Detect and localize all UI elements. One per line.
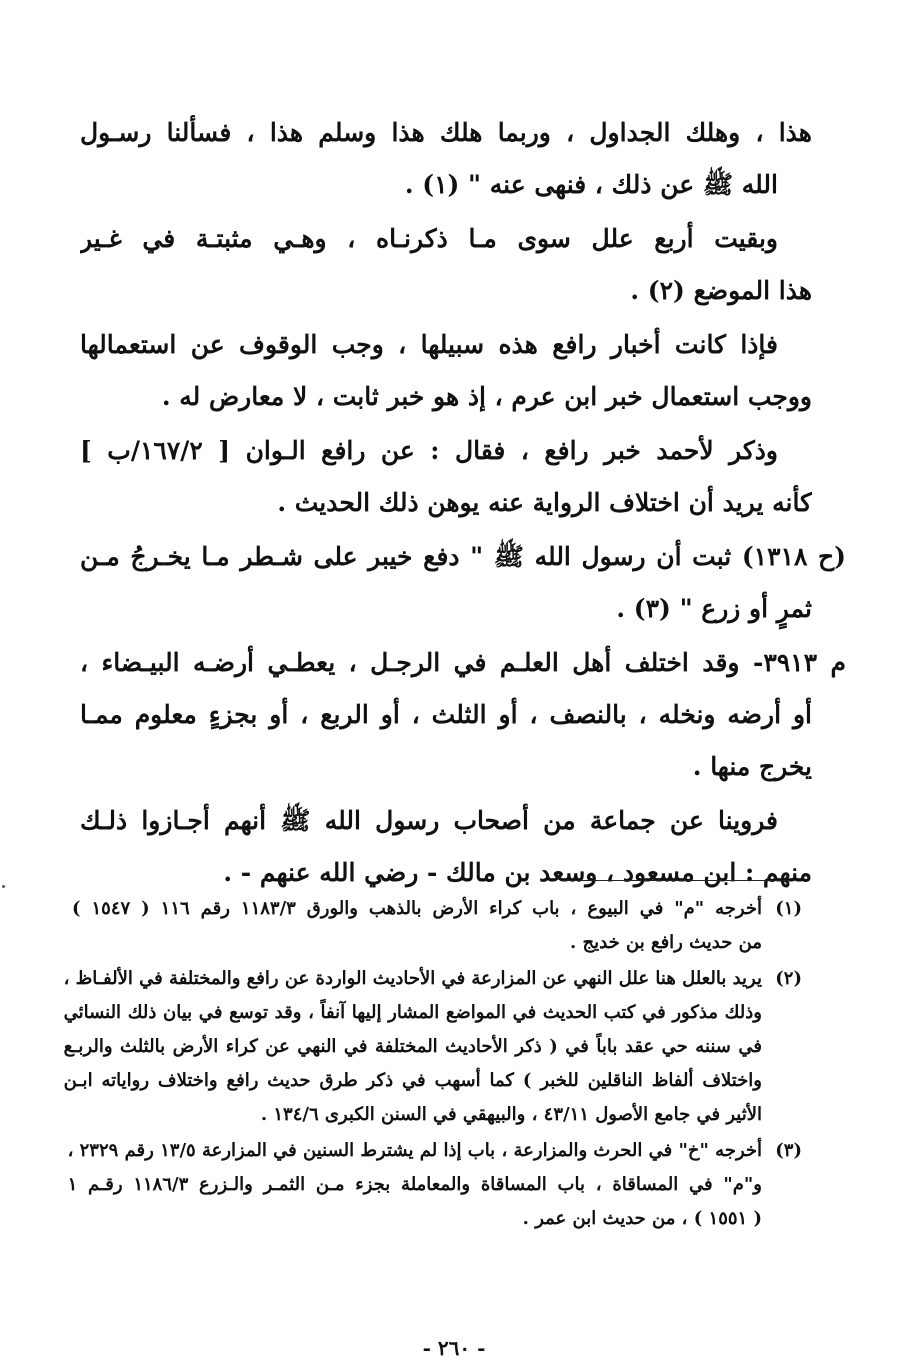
footnote bbox=[72, 892, 802, 960]
text-line: الله ﷺ عن ذلك ، فنهى عنه " (١) . bbox=[404, 170, 778, 199]
footnote-line: في سننه حي عقد باباً في ( ذكر الأحاديث المختلفة في النهي عن كراء الأرض بالثلث والربـع bbox=[63, 1036, 762, 1057]
footnote-number: (٣) bbox=[775, 1140, 802, 1161]
footnote-line: أخرجه "خ" في الحرث والمزارعة ، باب إذا لم يشترط السنين في المزارعة ١٣/٥ رقم ٢٣٢٩ ، bbox=[67, 1140, 762, 1161]
text-line: هذا ، وهلك الجداول ، وربما هلك هذا وسلم هذا ، فسألنا رسـول bbox=[80, 118, 812, 147]
footnotes bbox=[63, 892, 802, 1238]
issue-line: أو أرضه ونخله ، بالنصف ، أو الثلث ، أو الربع ، أو بجزءٍ معلوم ممـا bbox=[80, 700, 812, 729]
main-text bbox=[80, 107, 846, 899]
footnote-line: الأثير في جامع الأصول ٤٣/١١ ، والبيهقي في السنن الكبرى ١٣٤/٦ . bbox=[260, 1104, 762, 1125]
text-line: منهم : ابن مسعود ، وسعد بن مالك - رضي الله عنهم - . bbox=[223, 858, 812, 887]
footnote-line: أخرجه "م" في البيوع ، باب كراء الأرض بالذهب والورق ١١٨٣/٣ رقم ١١٦ ( ١٥٤٧ ) bbox=[72, 898, 762, 919]
text-line: فإذا كانت أخبار رافع هذه سبيلها ، وجب الوقوف عن استعمالها bbox=[80, 330, 778, 359]
footnote-line: يريد بالعلل هنا علل النهي عن المزارعة في الأحاديث الواردة عن رافع والمختلفة في الألفـاظ ، bbox=[63, 968, 762, 989]
hadith-line: ثمرٍ أو زرع " (٣) . bbox=[616, 594, 812, 623]
text-line: وبقيت أربع علل سوى مـا ذكرنـاه ، وهـي مثبتـة في غـير bbox=[80, 224, 778, 253]
footnote-line: و"م" في المساقاة ، باب المساقاة والمعاملة بجزء مـن الثمـر والـزرع ١١٨٦/٣ رقـم ١ bbox=[67, 1174, 762, 1195]
footnote-line: وذلك مذكور في كتب الحديث في المواضع المشار إليها آنفاً ، وقد توسع في بيان ذلك النسائي bbox=[63, 1002, 762, 1023]
text-line: كأنه يريد أن اختلاف الرواية عنه يوهن ذلك الحديث . bbox=[277, 488, 812, 517]
footnote bbox=[67, 1134, 802, 1236]
footnote-separator bbox=[560, 880, 790, 881]
issue-line: م ٣٩١٣- وقد اختلف أهل العلـم في الرجـل ، يعطـي أرضـه البيـضاء ، bbox=[80, 648, 846, 677]
issue-line: يخرج منها . bbox=[692, 752, 812, 781]
footnote-line: من حديث رافع بن خديج . bbox=[570, 932, 762, 953]
text-line: هذا الموضع (٢) . bbox=[630, 276, 812, 305]
footnote-number: (١) bbox=[775, 898, 802, 919]
scan-speck bbox=[2, 885, 5, 888]
footnote-line: ( ١٥٥١ ) ، من حديث ابن عمر . bbox=[522, 1208, 762, 1229]
footnote-number: (٢) bbox=[775, 968, 802, 989]
text-line: ووجب استعمال خبر ابن عرم ، إذ هو خبر ثابت ، لا معارض له . bbox=[161, 382, 812, 411]
footnote-line: واختلاف ألفاظ الناقلين للخبر ) كما أسهب في ذكر طرق حديث رافع واختلاف رواياته ابـن bbox=[63, 1070, 762, 1091]
footnote bbox=[63, 962, 802, 1132]
page-number: - ٢٦٠ - bbox=[422, 1336, 486, 1360]
hadith-line: (ح ١٣١٨) ثبت أن رسول الله ﷺ " دفع خيبر على شـطر مـا يخـرجُ مـن bbox=[80, 542, 846, 571]
text-line: فروينا عن جماعة من أصحاب رسول الله ﷺ أنهم أجـازوا ذلـك bbox=[80, 806, 778, 835]
text-line: وذكر لأحمد خبر رافع ، فقال : عن رافع الـوان [ ١٦٧/٢/ب ] bbox=[80, 436, 778, 465]
